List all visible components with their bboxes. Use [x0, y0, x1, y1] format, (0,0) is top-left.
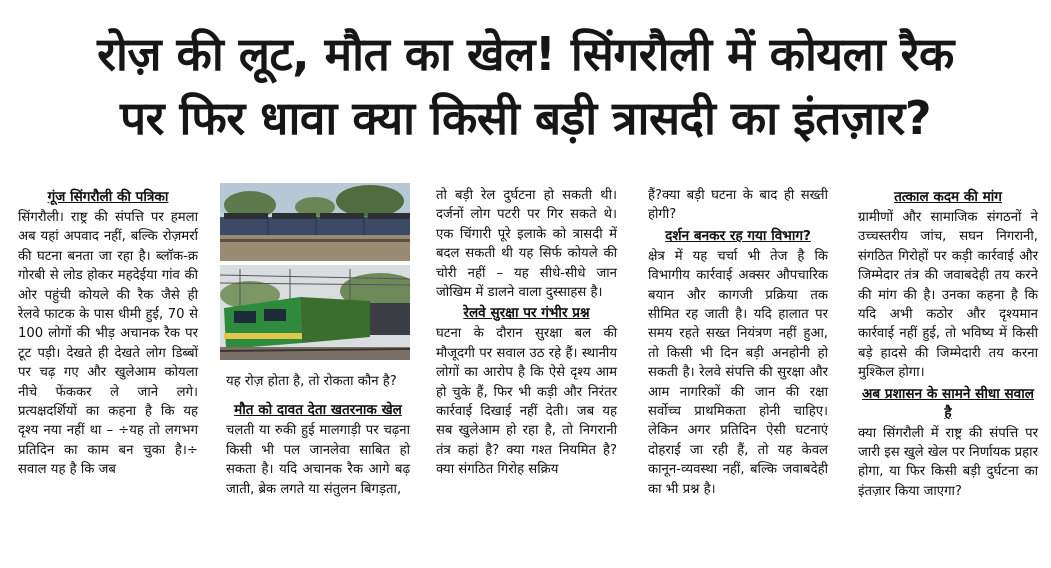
column-5-text-1: ग्रामीणों और सामाजिक संगठनों ने उच्चस्तरीय जांच, सघन निगरानी, संगठित गिरोहों पर कड़ी कार्रवाई और जिम्मेदार तंत्र की जवाबदेही तय करने की मांग की है। उनका कहना है कि यदि अभी कठोर और दृश्यमान कार्रवाई नहीं हुई, तो भविष्य में किसी बड़े हादसे की जिम्मेदारी तय करना मुश्किल होगा।: [858, 210, 1038, 381]
column-4-heading: दर्शन बनकर रह गया विभाग?: [665, 227, 811, 244]
column-2-text-2: चलती या रुकी हुई मालगाड़ी पर चढ़ना किसी भी पल जानलेवा साबित हो सकता है। यदि अचानक रैक आगे बढ़ जाती, ब्रेक लगते या संतुलन बिगड़ता,: [226, 423, 410, 497]
column-5-heading-1: तत्काल कदम की मांग: [894, 189, 1002, 205]
photo-block: [220, 183, 410, 360]
headline-line-1: रोज़ की लूट, मौत का खेल! सिंगरौली में कोयला रैक: [97, 27, 954, 81]
column-2: [226, 372, 410, 499]
column-3: [436, 186, 617, 480]
column-3-heading: रेलवे सुरक्षा पर गंभीर प्रश्न: [463, 305, 590, 322]
column-1-heading: गूंज सिंगरौली की पत्रिका: [47, 189, 169, 205]
headline: [0, 22, 1051, 150]
column-1-text: सिंगरौली। राष्ट्र की संपत्ति पर हमला अब यहां अपवाद नहीं, बल्कि रोज़मर्रा की घटना बनता जा रहा है। ब्लॉक-क्र गोरबी से लोड होकर महदेईया गांव की ओर पहुंची कोयले की रैक जैसे ही रेलवे फाटक के पास धीमी हुई, 70 से 100 लोगों की भीड़ अचानक रैक पर टूट पड़ी। देखते ही देखते लोग डिब्बों पर चढ़ गए और खुलेआम कोयला नीचे फेंककर ले जाने लगे। प्रत्यक्षदर्शियों का कहना है कि यह दृश्य नया नहीं था – ÷यह तो लगभग प्रतिदिन का काम बन चुका है।÷ सवाल यह है कि जब: [18, 210, 198, 478]
column-4: [648, 186, 828, 499]
column-4-text-1: हैं?क्या बड़ी घटना के बाद ही सख्ती होगी?: [648, 188, 828, 223]
column-5: [858, 186, 1038, 501]
column-3-text-1: तो बड़ी रेल दुर्घटना हो सकती थी। दर्जनों लोग पटरी पर गिर सकते थे। एक चिंगारी पूरे इलाके को त्रासदी में बदल सकती थी यह सिर्फ कोयले की चोरी नहीं – यह सीधे-सीधे जान जोखिम में डालने वाला दुस्साहस है।: [436, 188, 617, 301]
column-2-text-1: यह रोज़ होता है, तो रोकता कौन है?: [226, 374, 397, 389]
column-2-heading: मौत को दावत देता खतरनाक खेल: [234, 402, 402, 419]
column-5-heading-2: अब प्रशासन के सामने सीधा सवाल है: [862, 385, 1034, 421]
coal-rake-photos: [220, 183, 410, 360]
column-3-text-2: घटना के दौरान सुरक्षा बल की मौजूदगी पर सवाल उठ रहे हैं। स्थानीय लोगों का आरोप है कि ऐसे दृश्य आम हो चुके हैं, फिर भी कड़ी और निरंतर कार्रवाई दिखाई नहीं देती। जब यह सब खुलेआम हो रहा है, तो निगरानी तंत्र कहां है? क्या गश्त नियमित है?क्या संगठित गिरोह सक्रिय: [436, 326, 617, 478]
column-4-text-2: क्षेत्र में यह चर्चा भी तेज है कि विभागीय कार्रवाई अक्सर औपचारिक बयान और कागजी प्रक्रिया तक सीमित रह जाती है। यदि हालात पर समय रहते सख्त नियंत्रण नहीं हुआ, तो किसी भी दिन बड़ी अनहोनी हो सकती है। रेलवे संपत्ति की सुरक्षा और आम नागरिकों की जान की रक्षा सर्वोच्च प्राथमिकता होनी चाहिए। लेकिन अगर प्रतिदिन ऐसी घटनाएं दोहराई जा रही हैं, तो यह केवल कानून-व्यवस्था नहीं, बल्कि जवाबदेही का भी प्रश्न है।: [648, 248, 828, 497]
column-1: [18, 186, 198, 480]
headline-line-2: पर फिर धावा क्या किसी बड़ी त्रासदी का इंतज़ार?: [119, 91, 932, 145]
column-5-text-2: क्या सिंगरौली में राष्ट्र की संपत्ति पर जारी इस खुले खेल पर निर्णायक प्रहार होगा, या फिर किसी बड़ी दुर्घटना का इंतज़ार किया जाएगा?: [858, 425, 1038, 499]
